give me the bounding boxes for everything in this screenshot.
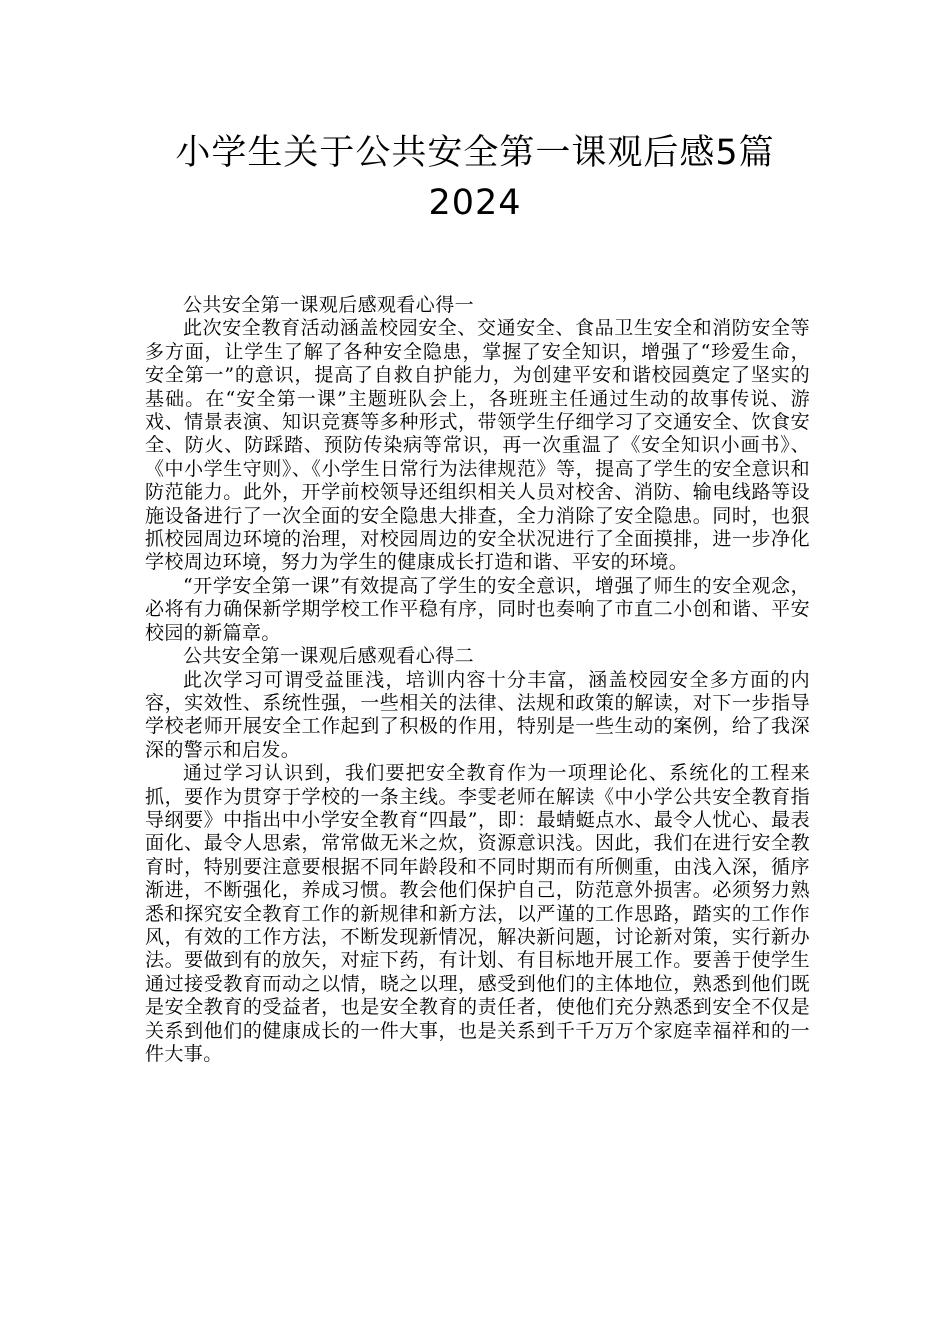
body-paragraph: 通过学习认识到，我们要把安全教育作为一项理论化、系统化的工程来抓，要作为贯穿于学校的一条主线。李雯老师在解读《中小学公共安全教育指导纲要》中指出中小学安全教育“四最”，即：最蜻蜓点水、最令人忧心、最表面化、最令人思索，常常做无米之炊，资源意识浅。因此，我们在进行安全教育时，特别要注意要根据不同年龄段和不同时期而有所侧重，由浅入深，循序渐进，不断强化，养成习惯。教会他们保护自己，防范意外损害。必须努力熟悉和探究安全教育工作的新规律和新方法，以严谨的工作思路，踏实的工作作风，有效的工作方法，不断发现新情况，解决新问题，讨论新对策，实行新办法。要做到有的放矢，对症下药，有计划、有目标地开展工作。要善于使学生通过接受教育而动之以情，晓之以理，感受到他们的主体地位，熟悉到他们既是安全教育的受益者，也是安全教育的责任者，使他们充分熟悉到安全不仅是关系到他们的健康成长的一件大事，也是关系到千千万万个家庭幸福祥和的一件大事。 — [145, 762, 810, 1065]
body-paragraph: 此次安全教育活动涵盖校园安全、交通安全、食品卫生安全和消防安全等多方面，让学生了解了各种安全隐患，掌握了安全知识，增强了“珍爱生命，安全第一”的意识，提高了自救自护能力，为创建平安和谐校园奠定了坚实的基础。在“安全第一课”主题班队会上，各班班主任通过生动的故事传说、游戏、情景表演、知识竞赛等多种形式，带领学生仔细学习了交通安全、饮食安全、防火、防踩踏、预防传染病等常识，再一次重温了《安全知识小画书》、《中小学生守则》、《小学生日常行为法律规范》等，提高了学生的安全意识和防范能力。此外，开学前校领导还组织相关人员对校舍、消防、输电线路等设施设备进行了一次全面的安全隐患大排查，全力消除了安全隐患。同时，也狠抓校园周边环境的治理，对校园周边的安全状况进行了全面摸排，进一步净化学校周边环境，努力为学生的健康成长打造和谐、平安的环境。 — [145, 317, 810, 574]
section-heading-1: 公共安全第一课观后感观看心得一 — [183, 294, 475, 316]
body-paragraph: 此次学习可谓受益匪浅，培训内容十分丰富，涵盖校园安全多方面的内容，实效性、系统性强，一些相关的法律、法规和政策的解读，对下一步指导学校老师开展安全工作起到了积极的作用，特别是一些生动的案例，给了我深深的警示和启发。 — [145, 668, 810, 761]
body-paragraph: “开学安全第一课”有效提高了学生的安全意识，增强了师生的安全观念，必将有力确保新学期学校工作平稳有序，同时也奏响了市直二小创和谐、平安校园的新篇章。 — [145, 574, 810, 644]
section-heading-2: 公共安全第一课观后感观看心得二 — [183, 645, 475, 668]
title-line-1: 小学生关于公共安全第一课观后感5篇 — [175, 133, 775, 173]
document-body — [145, 294, 810, 1066]
title-line-2: 2024 — [428, 183, 522, 223]
document-title — [100, 128, 850, 228]
